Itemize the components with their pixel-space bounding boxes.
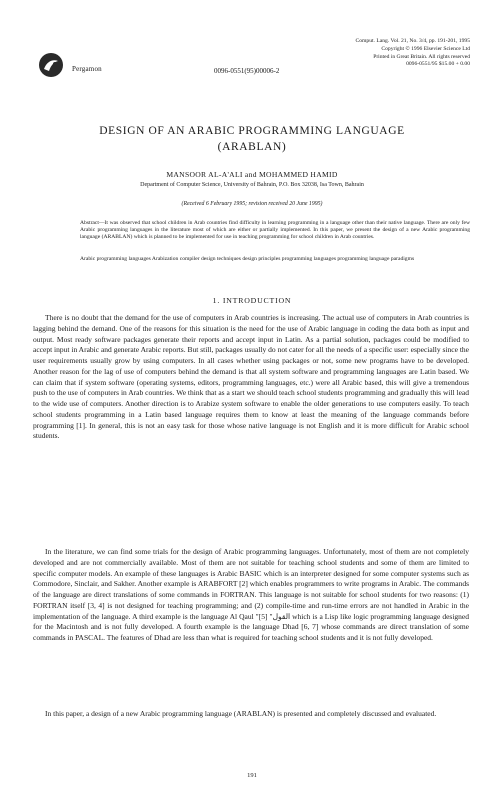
publisher-name: Pergamon <box>72 65 102 73</box>
body-paragraph: In the literature, we can find some trials for the design of Arabic programming languages. Unfortunately, most of them are not completely developed and are not commercially available. Most of them are not suitable for teaching school students and some of them are limited to specific computer models. An example of these languages is Arabic BASIC which is an interpreter designed for some computer systems such as Commodore, Sinclair, and Sakher. Another example is ARABFORT [2] which enables programmers to write programs in Arabic. The commands of the language are direct translations of some commands in FORTRAN. This language is not suitable for school students for two reasons: (1) FORTRAN itself [3, 4] is not designed for teaching programming; and (2) compile-time and run-time errors are not handled in Arabic in the implementation of the language. A third example is the language Al Qaul "القول" [5] which is a Lisp like logic programming language designed for the Macintosh and is not fully developed. A fourth example is the language Dhad [6, 7] whose commands are direct translation of some commands in PASCAL. The features of Dhad are less than what is required for teaching school students and it is not fully developed. <box>33 547 469 642</box>
paper-title: DESIGN OF AN ARABIC PROGRAMMING LANGUAGE <box>99 125 405 137</box>
publisher-logo <box>38 52 64 78</box>
section-heading: 1. INTRODUCTION <box>212 296 292 305</box>
abstract: Abstract—It was observed that school children in Arab countries find difficulty in learning programming in a language other than their native language. There are only few Arabic programming languages in the literature most of which are either or partially implemented. In this paper, we present the design of a new Arabic programming language (ARABLAN) which is planned to be implemented for use in teaching programming for school children in Arab countries. <box>80 220 470 240</box>
body-paragraph: There is no doubt that the demand for the use of computers in Arab countries is increasing. The actual use of computers in Arab countries is lagging behind the demand. One of the reasons for this situation is the need for the use of Arabic language in coding the data both as input and output. Most ready software packages generate their reports and accept input in Latin. As a partial solution, packages could be modified to accept input in Arabic and generate Arabic reports. But still, packages usually do not cater for all the needs of a specific user: especially since the user requirements usually grow by using computers. In all cases whether using packages or not, some new programs have to be developed. Another reason for the lag of use of computers behind the demand is that all system software and programming languages are Latin based. We can claim that if system software (operating systems, editors, programming languages, etc.) were all Arabic based, this will give a tremendous push to the use of computers in Arab countries. We think that as a start we should teach school students programming and gradually this will lead to the wide use of computers. Another direction is to Arabize system software to enable the older generations to use computers easily. To teach school students programming in a Latin based language requires them to know at least the meaning of the language commands before programming [1]. In general, this is not an easy task for those whose native language is not English and it is more difficult for Arabic school students. <box>33 313 469 441</box>
journal-citation: Comput. Lang. Vol. 21, No. 3/4, pp. 191-201, 1995 <box>355 38 470 44</box>
keywords: Arabic programming languages Arabization compiler design techniques design principles programming languages programming language paradigms <box>80 256 415 262</box>
price-code: 0096-0551/95 $15.00 + 0.00 <box>406 61 470 68</box>
copyright-line: Copyright © 1996 Elsevier Science Ltd <box>381 45 470 52</box>
received-dates: (Received 6 February 1995; revision received 20 June 1995) <box>181 201 323 207</box>
author-names: MANSOOR AL-A'ALI and MOHAMMED HAMID <box>166 170 338 179</box>
page-number: 191 <box>247 772 257 779</box>
body-paragraph: In this paper, a design of a new Arabic programming language (ARABLAN) is presented and completely discussed and evaluated. <box>45 709 437 718</box>
printed-line: Printed in Great Britain. All rights reserved <box>373 53 470 60</box>
author-affiliation: Department of Computer Science, University of Bahrain, P.O. Box 32038, Isa Town, Bahrain <box>140 182 364 188</box>
paper-title-acronym: (ARABLAN) <box>217 141 287 153</box>
issn-code: 0096-0551(95)00006-2 <box>214 67 280 75</box>
journal-info <box>270 38 470 69</box>
